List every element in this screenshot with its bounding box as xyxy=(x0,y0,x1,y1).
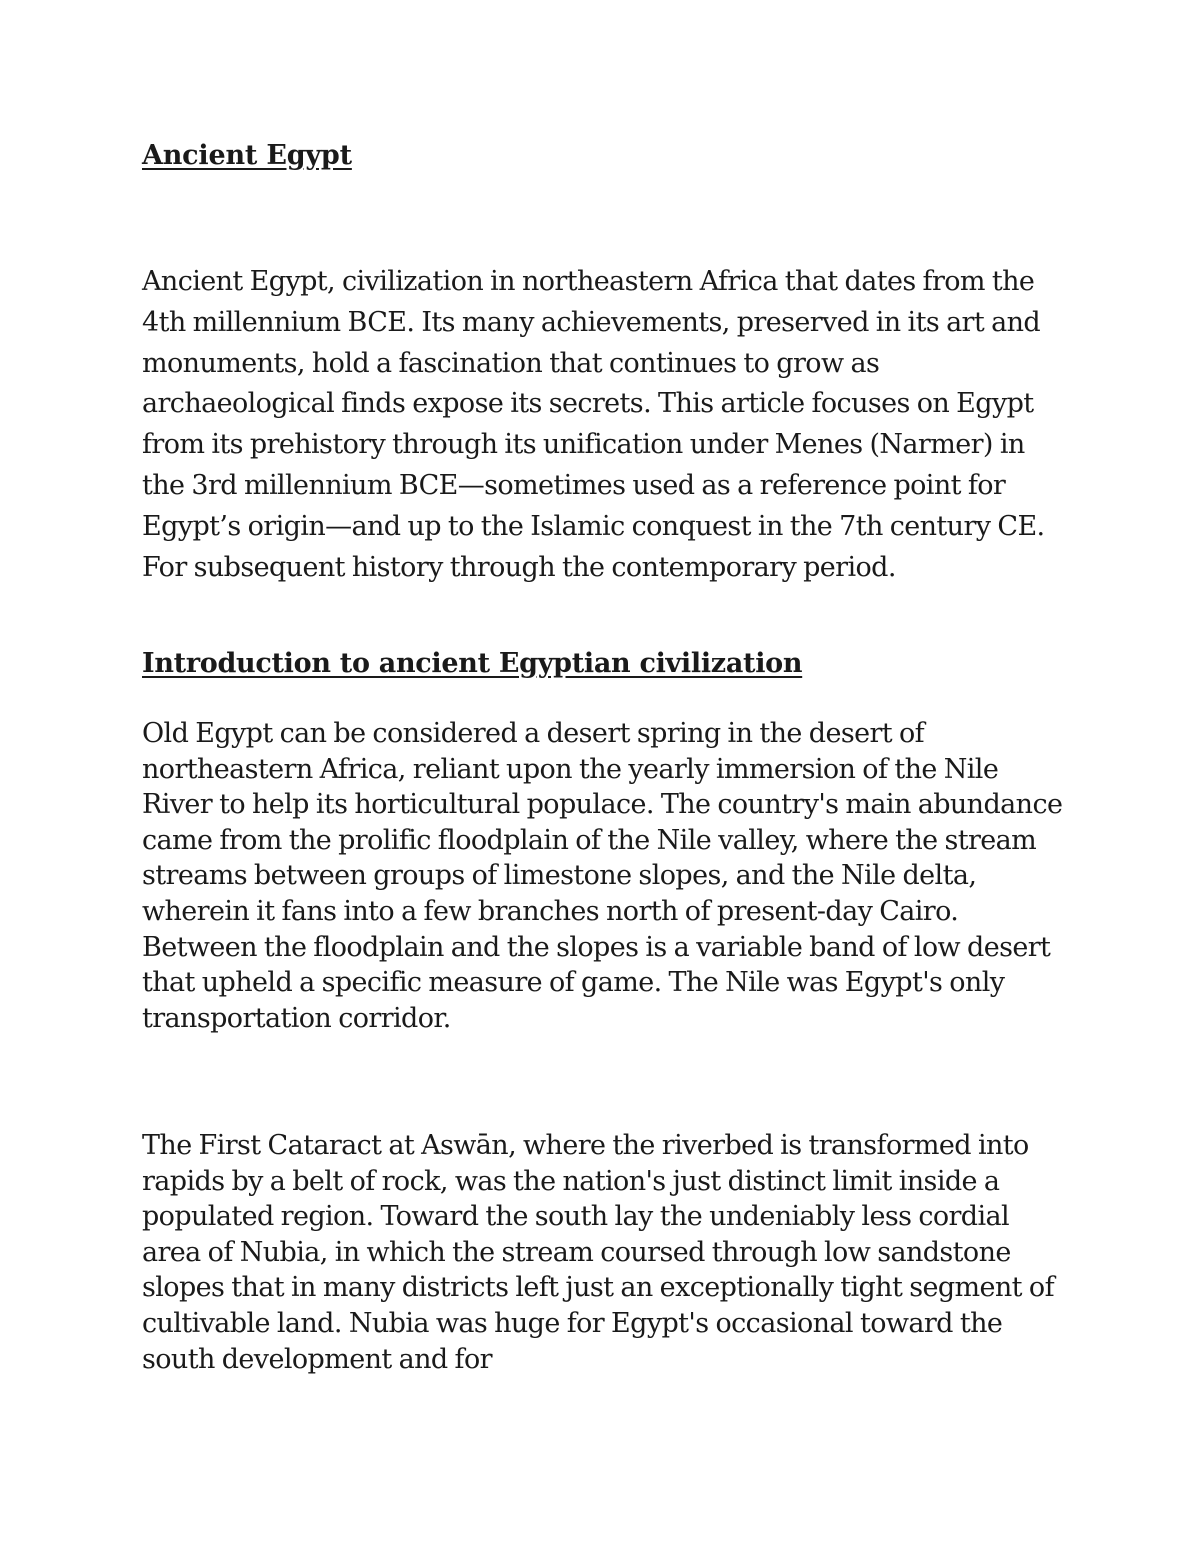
document-title: Ancient Egypt xyxy=(142,140,352,171)
body-paragraph-1: Old Egypt can be considered a desert spring in the desert of northeastern Africa, reliant upon the yearly immersion of the Nile River to help its horticultural populace. The country's main abundance came from the prolific floodplain of the Nile valley, where the stream streams between groups of limestone slopes, and the Nile delta, wherein it fans into a few branches north of present-day Cairo. Between the floodplain and the slopes is a variable band of low desert that upheld a specific measure of game. The Nile was Egypt's only transportation corridor. xyxy=(142,718,1063,1034)
intro-paragraph: Ancient Egypt, civilization in northeastern Africa that dates from the 4th millennium BCE. Its many achievements, preserved in its art and monuments, hold a fascination that continues to grow as archaeological finds expose its secrets. This article focuses on Egypt from its prehistory through its unification under Menes (Narmer) in the 3rd millennium BCE—sometimes used as a reference point for Egypt’s origin—and up to the Islamic conquest in the 7th century CE. For subsequent history through the contemporary period. xyxy=(142,266,1045,583)
section-heading: Introduction to ancient Egyptian civilization xyxy=(142,648,803,679)
body-paragraph-2: The First Cataract at Aswān, where the riverbed is transformed into rapids by a belt of rock, was the nation's just distinct limit inside a populated region. Toward the south lay the undeniably less cordial area of Nubia, in which the stream coursed through low sandstone slopes that in many districts left just an exceptionally tight segment of cultivable land. Nubia was huge for Egypt's occasional toward the south development and for xyxy=(142,1130,1054,1375)
